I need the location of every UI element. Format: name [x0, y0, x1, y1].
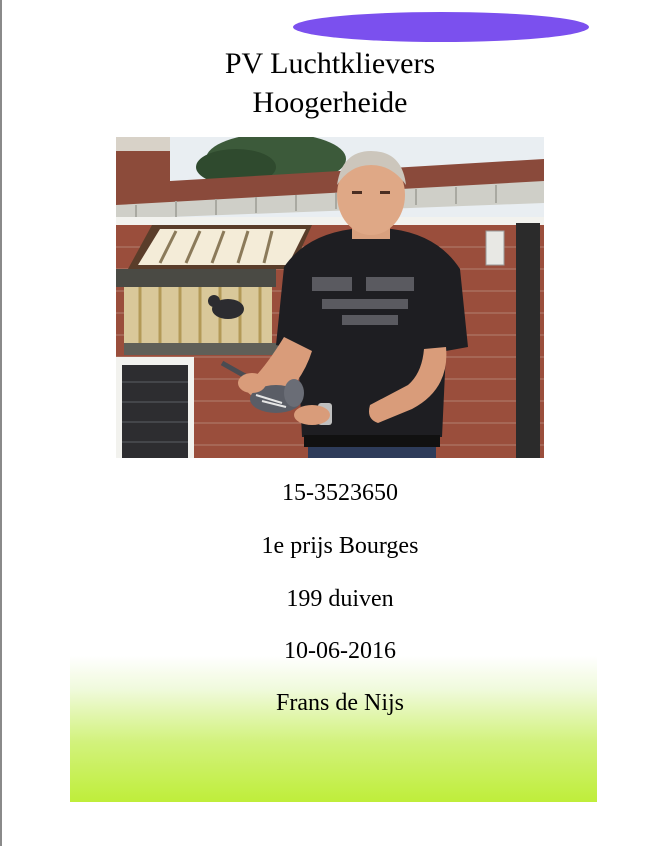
left-border-line: [0, 0, 2, 846]
club-location: Hoogerheide: [252, 86, 408, 119]
ring-number: 15-3523650: [282, 480, 398, 506]
pigeon-count: 199 duiven: [286, 586, 394, 612]
prize-text: 1e prijs Bourges: [261, 533, 419, 559]
fancier-photo: [116, 137, 544, 458]
purple-oval-decoration: [293, 12, 589, 42]
green-gradient-panel: [70, 470, 597, 802]
race-date: 10-06-2016: [284, 638, 396, 664]
owner-name: Frans de Nijs: [276, 690, 404, 716]
club-name: PV Luchtklievers: [224, 47, 436, 80]
